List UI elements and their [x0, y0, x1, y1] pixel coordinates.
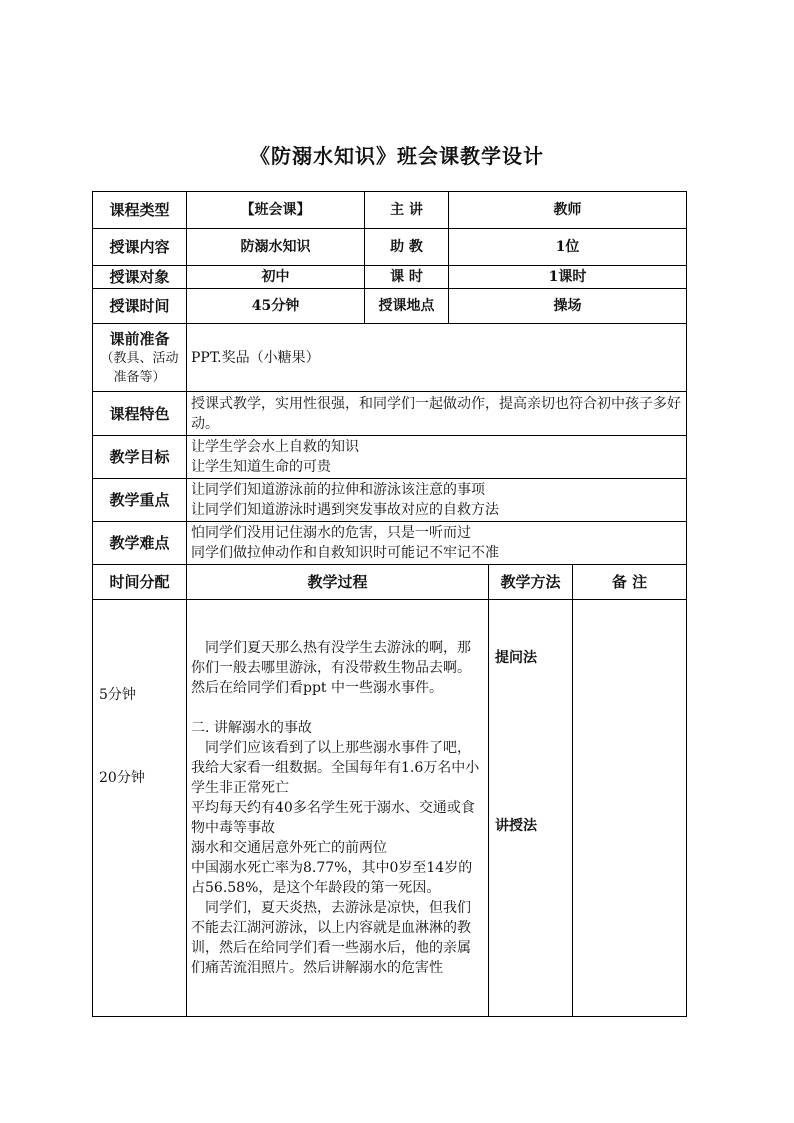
difficult-label: 教学难点	[93, 522, 187, 565]
time-20min: 20分钟	[99, 770, 145, 786]
target-label: 授课对象	[93, 266, 187, 289]
difficult-value	[187, 522, 687, 565]
place-label: 授课地点	[365, 289, 449, 324]
row-process-body	[93, 600, 687, 1017]
key-label: 教学重点	[93, 479, 187, 522]
process-paragraph: 溺水和交通居意外死亡的前两位	[191, 840, 387, 856]
method-question: 提问法	[495, 650, 537, 666]
process-paragraph: 平均每天约有40多名学生死于溺水、交通或食物中毒等事故	[191, 800, 475, 836]
row-target	[93, 266, 687, 289]
lesson-plan-table	[92, 191, 687, 1017]
course-type-value: 【班会课】	[187, 192, 365, 229]
goal-label: 教学目标	[93, 436, 187, 479]
row-feature	[93, 392, 687, 436]
method-cell	[489, 600, 573, 1017]
content-label: 授课内容	[93, 229, 187, 266]
process-paragraph: 同学们应该看到了以上那些溺水事件了吧，我给大家看一组数据。全国每年有1.6万名中小学生非正常死亡	[191, 740, 480, 796]
process-paragraph: 中国溺水死亡率为8.77%，其中0岁至14岁的占56.58%，是这个年龄段的第一死因。	[191, 860, 473, 896]
time-label: 授课时间	[93, 289, 187, 324]
method-lecture: 讲授法	[495, 818, 537, 834]
process-paragraph: 二. 讲解溺水的事故	[191, 720, 312, 736]
goal-line: 让学生学会水上自救的知识	[191, 439, 359, 455]
time-value: 45分钟	[187, 289, 365, 324]
time-allocation-cell	[93, 600, 187, 1017]
feature-label: 课程特色	[93, 392, 187, 436]
key-value	[187, 479, 687, 522]
time-5min: 5分钟	[99, 687, 136, 703]
difficult-line: 怕同学们没用记住溺水的危害，只是一听而过	[191, 525, 471, 541]
row-time	[93, 289, 687, 324]
key-line: 让同学们知道游泳时遇到突发事故对应的自救方法	[191, 502, 499, 518]
process-header: 教学过程	[187, 565, 489, 600]
method-header: 教学方法	[489, 565, 573, 600]
key-line: 让同学们知道游泳前的拉伸和游泳该注意的事项	[191, 482, 485, 498]
goal-line: 让学生知道生命的可贵	[191, 459, 331, 475]
prep-label: 课前准备	[109, 329, 170, 348]
row-content	[93, 229, 687, 266]
row-difficult	[93, 522, 687, 565]
row-prep	[93, 324, 687, 392]
row-goal	[93, 436, 687, 479]
difficult-line: 同学们做拉伸动作和自救知识时可能记不牢记不准	[191, 545, 499, 561]
lecturer-label: 主 讲	[365, 192, 449, 229]
process-cell	[187, 600, 489, 1017]
goal-value	[187, 436, 687, 479]
assistant-label: 助 教	[365, 229, 449, 266]
content-value: 防溺水知识	[187, 229, 365, 266]
process-paragraph: 同学们夏天那么热有没学生去游泳的啊，那你们一般去哪里游泳，有没带救生物品去啊。然后在给同学们看ppt 中一些溺水事件。	[191, 640, 471, 696]
note-cell	[573, 600, 687, 1017]
feature-value: 授课式教学，实用性很强，和同学们一起做动作，提高亲切也符合初中孩子多好动。	[187, 392, 687, 436]
process-paragraph: 同学们，夏天炎热，去游泳是凉快，但我们不能去江湖河游泳，以上内容就是血淋淋的教训，然后在给同学们看一些溺水后，他的亲属们痛苦流泪照片。然后讲解溺水的危害性	[191, 900, 471, 976]
prep-label-cell	[93, 324, 187, 392]
target-value: 初中	[187, 266, 365, 289]
place-value: 操场	[449, 289, 687, 324]
time-allocation-header: 时间分配	[93, 565, 187, 600]
prep-value: PPT.奖品（小糖果）	[187, 324, 687, 392]
hours-label: 课 时	[365, 266, 449, 289]
hours-value: 1课时	[449, 266, 687, 289]
note-header: 备 注	[573, 565, 687, 600]
prep-sublabel: （教具、活动准备等）	[100, 350, 179, 385]
assistant-value: 1位	[449, 229, 687, 266]
row-course-type	[93, 192, 687, 229]
course-type-label: 课程类型	[93, 192, 187, 229]
lecturer-value: 教师	[449, 192, 687, 229]
page-title: 《防溺水知识》班会课教学设计	[250, 144, 544, 168]
row-process-header	[93, 565, 687, 600]
row-key	[93, 479, 687, 522]
